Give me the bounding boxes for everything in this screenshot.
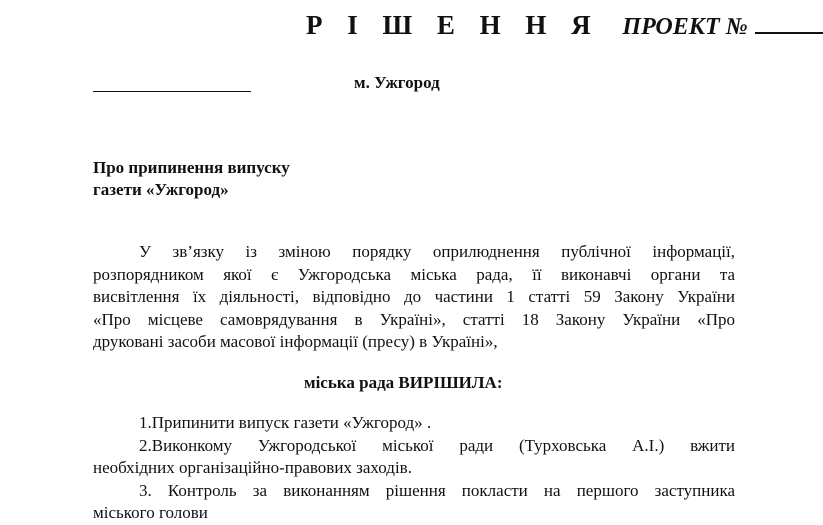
decision-item-3-line-1: 3. Контроль за виконанням рішення покласти на першого заступника [139,480,735,500]
subject-line-1: Про припинення випуску [93,158,290,177]
preamble-line: розпорядником якої є Ужгородська міська рада, її виконавчі органи та [93,264,735,284]
city-label: м. Ужгород [354,73,440,92]
project-number-blank [755,4,823,34]
document-title-row [306,4,823,45]
decision-item-1: 1.Припинити випуск газети «Ужгород» . [139,413,432,432]
project-number-label: ПРОЕКТ № [622,14,748,40]
date-blank-line [93,91,251,92]
preamble-paragraph [93,241,735,354]
subject-line-2: газети «Ужгород» [93,180,229,199]
document-title: Р І Ш Е Н Н Я [306,10,600,40]
preamble-line: друковані засоби масової інформації (пресу) в Україні», [93,332,498,351]
decision-subject [93,157,290,201]
council-decided-heading: міська рада ВИРІШИЛА: [304,373,503,392]
decision-items [93,412,735,525]
decision-item-2-line-2: необхідних організаційно-правових заходів. [93,458,412,477]
preamble-line: висвітлення їх діяльності, відповідно до частини 1 статті 59 Закону України [93,287,735,306]
decision-item-2-line-1: 2.Виконкому Ужгородської міської ради (Турховська А.І.) вжити [139,435,735,455]
preamble-line: У зв’язку із зміною порядку оприлюднення публічної інформації, [139,242,735,261]
preamble-line: «Про місцеве самоврядування в Україні», статті 18 Закону України «Про [93,309,735,329]
decision-item-3-line-2: міського голови [93,503,208,522]
